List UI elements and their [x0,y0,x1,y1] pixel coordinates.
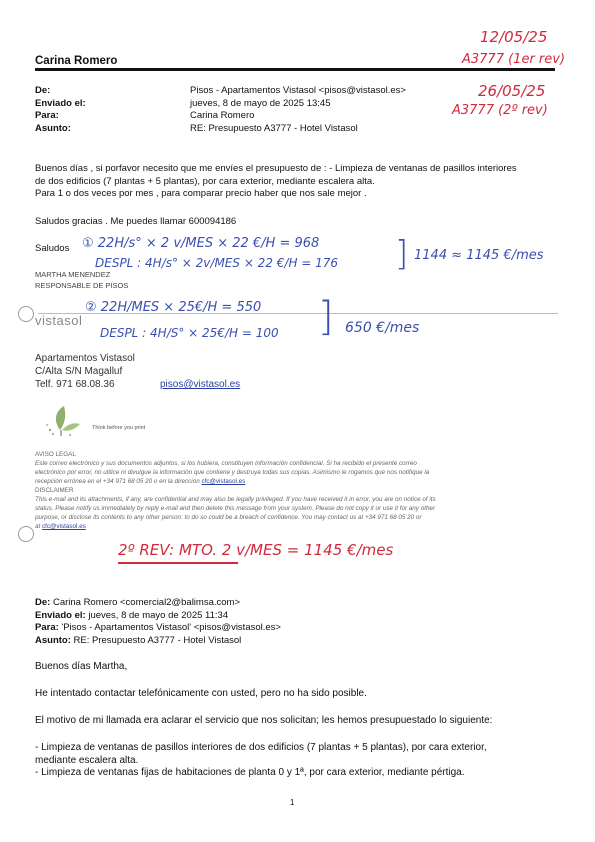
calc-2-line-1: ② 22H/MES × 25€/H = 550 [85,300,262,315]
header-label-subject: Asunto: [35,122,71,134]
legal-email-link-1[interactable]: cfc@vistasol.es [201,478,246,485]
annotation-date-1: 12/05/25 [480,28,548,46]
request-line-2: de dos edificios (7 plantas + 5 plantas), por cara exterior, mediante escalera alta. [35,175,375,187]
legal-en-line-2: status. Please notify us immediately by reply e-mail and then delete this message from your system. Please do not copy it or use it for any other [35,505,436,512]
annotation-second-revision: 2º REV: MTO. 2 v/MES = 1145 €/mes [118,541,394,559]
calc-2-bracket: ] [318,294,334,340]
header2-value-to: 'Pisos - Apartamentos Vistasol' <pisos@vistasol.es> [58,622,281,633]
header2-to [35,622,565,635]
list-item-1-line-2: mediante escalera alta. [35,754,139,766]
legal-title: AVISO LEGAL [35,451,76,458]
header2-subject [35,635,565,648]
message-2-list [35,742,565,780]
legal-notice [35,450,565,531]
company-name: Apartamentos Vistasol [35,353,135,364]
calc-2-line-2: DESPL : 4H/S° × 25€/H = 100 [100,326,279,340]
legal-email-link-2[interactable]: cfc@vistasol.es [42,523,86,530]
header-label-sent: Enviado el: [35,97,86,109]
header-rule [35,68,555,71]
legal-es-line-1: Este correo electrónico y sus documentos adjuntos, si los hubiera, constituyen información confidencial. Si ha recibido el presente correo [35,460,417,467]
message-2-p2: El motivo de mi llamada era aclarar el servicio que nos solicitan; les hemos presupuestado lo siguiente: [35,715,493,726]
punch-hole-top [18,306,34,322]
header-value-subject: RE: Presupuesto A3777 - Hotel Vistasol [190,122,358,134]
calc-2-total: 650 €/mes [345,320,420,336]
header2-sent [35,610,565,623]
sender-name: Carina Romero [35,55,118,67]
email-header-1 [0,85,595,145]
list-item-1-line-1: - Limpieza de ventanas de pasillos interiores de dos edificios (7 plantas + 5 plantas), por cara exterior, [35,742,487,753]
header-label-to: Para: [35,110,59,121]
annotation-ref-2: A3777 (2º rev) [452,103,548,118]
legal-en-line-3: purpose, or disclose its contents to any other person: to do so could be a breach of confidence. You may contact us at +34 971 68 05 20 or [35,514,422,521]
message-1-phone: Saludos gracias . Me puedes llamar 600094186 [35,216,237,227]
calc-1-line-2: DESPL : 4H/s° × 2v/MES × 22 €/H = 176 [95,256,339,270]
email-header-2 [35,597,565,647]
annotation-ref-1: A3777 (1er rev) [462,52,566,67]
page-number: 1 [290,798,295,807]
vistasol-logo: vistasol [35,313,83,328]
legal-en-line-4-wrap [35,522,565,531]
eco-text: Think before you print [92,425,146,431]
header-label-from: De: [35,85,51,96]
header2-value-subject: RE: Presupuesto A3777 - Hotel Vistasol [70,634,242,646]
legal-es-line-3: recepción errónea en el +34 971 68 05 20 o en la dirección [35,478,200,485]
header2-label-from: De: [35,597,51,608]
signature-role: RESPONSABLE DE PISOS [35,281,129,290]
request-line-1: Buenos días , si porfavor necesito que me envíes el presupuesto de : - Limpieza de ventanas de pasillos interiores [35,163,517,174]
message-2-p1: He intentado contactar telefónicamente con usted, pero no ha sido posible. [35,688,367,699]
annotation-date-2: 26/05/25 [478,82,546,100]
request-line-3: Para 1 o dos veces por mes , para comparar precio haber que nos sale mejor . [35,188,367,199]
header2-label-subject: Asunto: [35,634,71,646]
disclaimer-title: DISCLAIMER [35,487,74,494]
legal-es-line-3-wrap [35,477,565,486]
header2-label-sent: Enviado el: [35,609,86,621]
calc-1-line-1: ① 22H/s° × 2 v/MES × 22 €/H = 968 [82,236,320,251]
punch-hole-bottom [18,526,34,542]
header-value-from: Pisos - Apartamentos Vistasol <pisos@vistasol.es> [190,85,406,96]
legal-en-line-1: This e-mail and its attachments, if any, are confidential and may also be legally privileged. If you have received it in error, you are on notice of its [35,496,436,503]
company-address: C/Alta S/N Magalluf [35,366,123,377]
header2-label-to: Para: [35,622,59,633]
eco-leaf-icon [40,400,92,438]
list-item-2: - Limpieza de ventanas fijas de habitaciones de planta 0 y 1ª, por cara exterior, mediante pértiga. [35,767,465,778]
signature-name: MARTHA MENENDEZ [35,270,111,279]
header2-value-sent: jueves, 8 de mayo de 2025 11:34 [85,609,229,621]
calc-1-bracket: ] [395,234,409,274]
calc-1-total: 1144 ≈ 1145 €/mes [414,248,544,263]
company-email-link[interactable]: pisos@vistasol.es [160,379,241,390]
header-value-to: Carina Romero [190,110,255,121]
header2-from [35,597,565,610]
message-2-greeting: Buenos días Martha, [35,661,128,672]
annotation-underline [118,562,238,564]
company-email[interactable] [160,379,240,391]
message-1-closing: Saludos [35,243,70,254]
message-1-request [35,163,565,201]
legal-en-line-4: at [35,523,41,530]
company-phone: Telf. 971 68.08.36 [35,379,115,390]
header2-value-from: Carina Romero <comercial2@balimsa.com> [50,597,240,608]
legal-es-line-2: electrónico por error, no utilice ni divulgue la información que contiene y destruya todas sus copias. Asimismo le rogamos que nos notifique la [35,469,430,476]
header-value-sent: jueves, 8 de mayo de 2025 13:45 [190,97,331,109]
